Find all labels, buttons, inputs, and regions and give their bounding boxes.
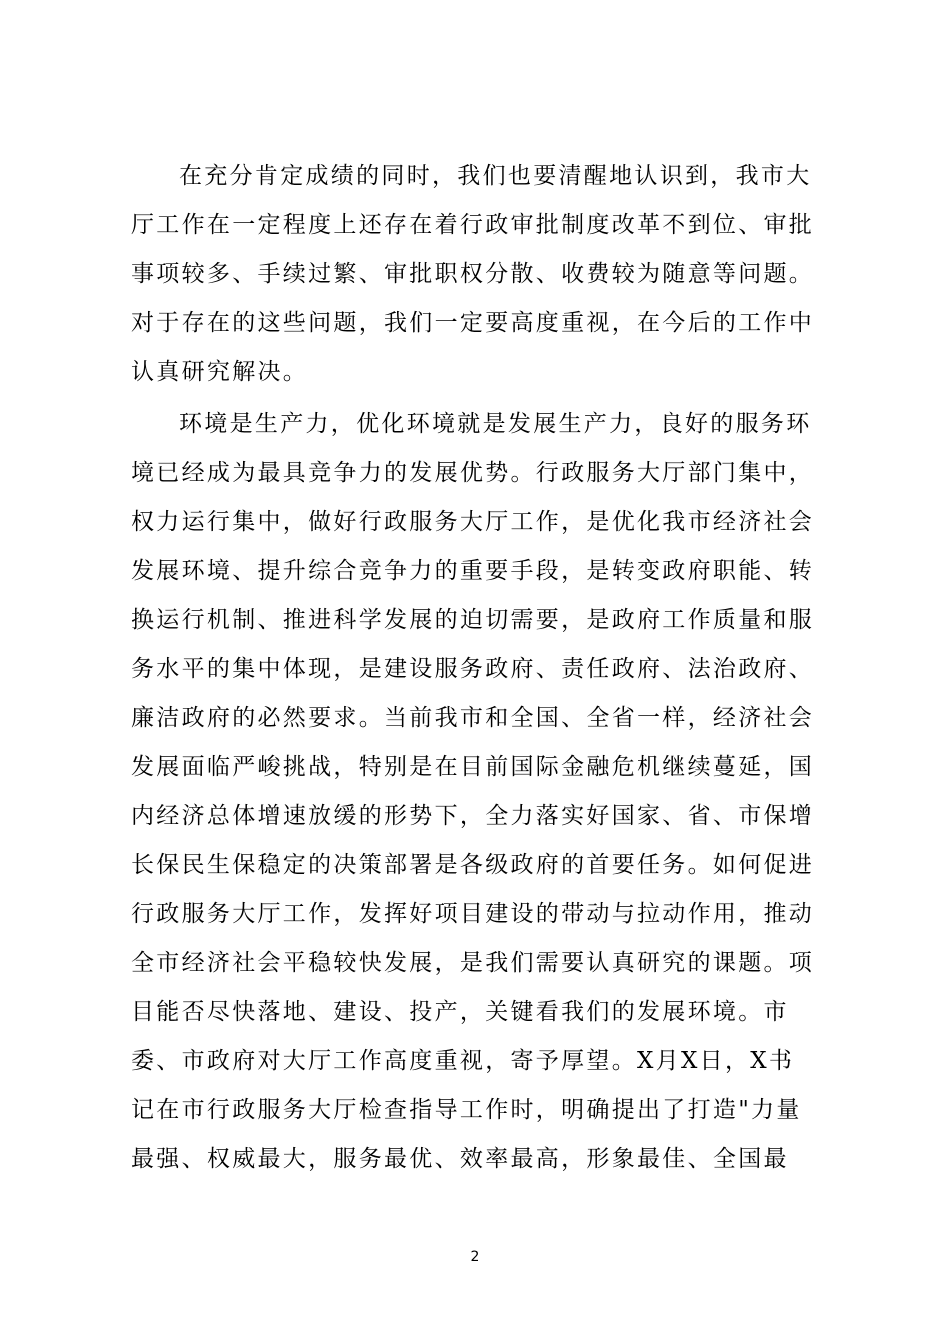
paragraph-1-line-5: 认真研究解决。	[131, 359, 309, 385]
paragraph-2-line-13: 目能否尽快落地、建设、投产，关键看我们的发展环境。市	[131, 999, 789, 1025]
paragraph-1-line-4: 对于存在的这些问题，我们一定要高度重视，在今后的工作中	[131, 310, 815, 336]
paragraph-1-line-1: 在充分肯定成绩的同时，我们也要清醒地认识到，我市大	[179, 163, 812, 189]
paragraph-2-line-2: 境已经成为最具竞争力的发展优势。行政服务大厅部门集中，	[131, 460, 815, 486]
page-number: 2	[470, 1249, 480, 1265]
paragraph-1-line-2: 厅工作在一定程度上还存在着行政审批制度改革不到位、审批	[131, 212, 815, 238]
paragraph-2-line-11: 行政服务大厅工作，发挥好项目建设的带动与拉动作用，推动	[131, 901, 815, 927]
paragraph-2-line-14: 委、市政府对大厅工作高度重视，寄予厚望。X月X日，X书	[131, 1048, 795, 1074]
paragraph-2-line-16: 最强、权威最大，服务最优、效率最高，形象最佳、全国最	[131, 1146, 789, 1172]
paragraph-2-line-8: 发展面临严峻挑战，特别是在目前国际金融危机继续蔓延，国	[131, 754, 815, 780]
paragraph-2-line-12: 全市经济社会平稳较快发展，是我们需要认真研究的课题。项	[131, 950, 815, 976]
paragraph-2-line-10: 长保民生保稳定的决策部署是各级政府的首要任务。如何促进	[131, 852, 815, 878]
paragraph-2-line-6: 务水平的集中体现，是建设服务政府、责任政府、法治政府、	[131, 656, 815, 682]
paragraph-2-line-15: 记在市行政服务大厅检查指导工作时，明确提出了打造"力量	[131, 1097, 802, 1123]
paragraph-2-line-9: 内经济总体增速放缓的形势下，全力落实好国家、省、市保增	[131, 803, 815, 829]
paragraph-2-line-1: 环境是生产力，优化环境就是发展生产力，良好的服务环	[179, 411, 812, 437]
paragraph-2-line-4: 发展环境、提升综合竞争力的重要手段，是转变政府职能、转	[131, 558, 815, 584]
paragraph-2-line-5: 换运行机制、推进科学发展的迫切需要，是政府工作质量和服	[131, 607, 815, 633]
paragraph-2-line-7: 廉洁政府的必然要求。当前我市和全国、全省一样，经济社会	[131, 705, 815, 731]
paragraph-2-line-3: 权力运行集中，做好行政服务大厅工作，是优化我市经济社会	[131, 509, 815, 535]
paragraph-1-line-3: 事项较多、手续过繁、审批职权分散、收费较为随意等问题。	[131, 261, 815, 287]
